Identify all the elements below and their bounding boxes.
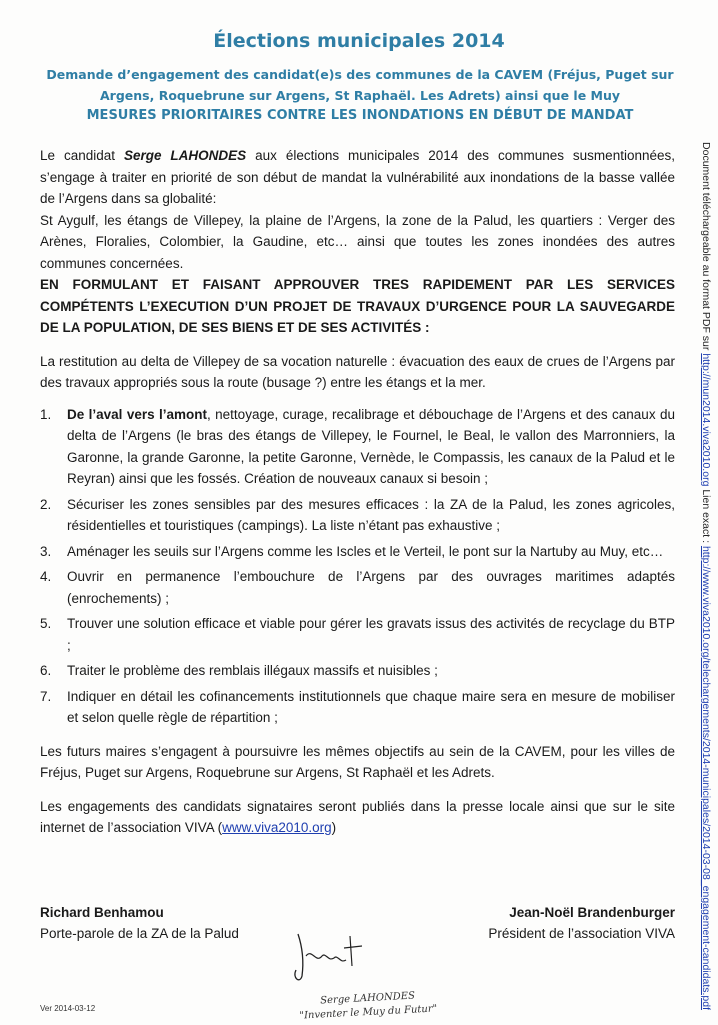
item-text: Sécuriser les zones sensibles par des mesures efficaces : la ZA de la Palud, les zones agricoles, résidentielles et touristiques (campings). La liste n’étant pas exhaustive ; — [67, 496, 675, 533]
intro-rest: aux élections municipales 2014 des communes susmentionnées, s’engage à traiter en priorité de son début de mandat la vulnérabilité aux inondations de la basse vallée de l’Argens dans sa globalité: — [40, 148, 675, 206]
list-item — [40, 566, 675, 609]
delta-paragraph: La restitution au delta de Villepey de sa vocation naturelle : évacuation des eaux de crues de l’Argens par des travaux appropriés sous la route (busage ?) entre les étangs et la mer. — [40, 353, 675, 390]
item-number: 7. — [40, 688, 52, 704]
item-text: Indiquer en détail les cofinancements institutionnels que chaque maire sera en mesure de mobiliser et selon quelle règle de répartition ; — [67, 688, 675, 725]
list-item — [40, 686, 675, 729]
document-body — [40, 145, 675, 839]
item-text: Traiter le problème des remblais illégaux massifs et nuisibles ; — [67, 663, 438, 678]
item-text: , nettoyage, curage, recalibrage et débouchage de l’Argens et des canaux du delta de l’Argens (le bras des étangs de Villepey, le Fournel, le Beal, le vallon des Marronniers, la Garonne, la grande Garonne, la petite Garonne, Vernède, le Compassis, les canaux de la Palud et le Reyran) ainsi que les fossés. Création de nouveaux canaux si besoin ; — [67, 406, 675, 486]
project-paragraph: EN FORMULANT ET FAISANT APPROUVER TRES RAPIDEMENT PAR LES SERVICES COMPÉTENTS L’EXECUTION D’UN PROJET DE TRAVAUX D’URGENCE POUR LA SAUVEGARDE DE LA POPULATION, DE SES BIENS ET DE SES ACTIVITÉS : — [40, 277, 675, 335]
version-label: Ver 2014-03-12 — [40, 1004, 96, 1013]
intro-paragraph — [40, 145, 675, 210]
item-text: Aménager les seuils sur l’Argens comme les Iscles et le Verteil, le pont sur la Nartuby au Muy, etc… — [67, 543, 664, 559]
document-heading: MESURES PRIORITAIRES CONTRE LES INONDATIONS EN DÉBUT DE MANDAT — [86, 108, 634, 123]
item-number: 2. — [40, 496, 52, 512]
cavem-paragraph: Les futurs maires s’engagent à poursuivre les mêmes objectifs au sein de la CAVEM, pour les villes de Fréjus, Puget sur Argens, Roquebrune sur Argens, St Raphaël et les Adrets. — [40, 743, 675, 780]
publication-close: ) — [331, 820, 337, 835]
subtitle-line-1: Demande d’engagement des candidat(e)s des communes de la CAVEM (Fréjus, Puget sur — [46, 67, 674, 82]
list-item — [40, 660, 675, 682]
signatory-right-role: Président de l’association VIVA — [488, 926, 675, 941]
zones-paragraph: St Aygulf, les étangs de Villepey, la plaine de l’Argens, la zone de la Palud, les quartiers : Verger des Arènes, Floralies, Colombier, la Gaudine, etc… ainsi que toutes les zones inondées des autres communes concernées. — [40, 212, 675, 271]
item-lead: De l’aval vers l’amont — [67, 406, 208, 422]
item-text: Ouvrir en permanence l’embouchure de l’Argens par des ouvrages maritimes adaptés (enrochements) ; — [67, 569, 675, 606]
signatory-left — [40, 902, 239, 944]
candidate-name: Serge LAHONDES — [123, 148, 247, 163]
list-item — [40, 494, 675, 537]
item-text: Trouver une solution efficace et viable pour gérer les gravats issus des activités de recyclage du BTP ; — [67, 616, 675, 653]
handwritten-name: Serge LAHONDES — [320, 990, 416, 1007]
item-number: 4. — [40, 569, 52, 584]
signatory-right-name: Jean-Noël Brandenburger — [509, 905, 675, 920]
viva-website-link[interactable]: www.viva2010.org — [222, 820, 332, 835]
subtitle-line-2: Argens, Roquebrune sur Argens, St Raphaël. Les Adrets) ainsi que le Muy — [99, 88, 621, 103]
item-number: 1. — [40, 406, 52, 422]
document-title: Élections municipales 2014 — [213, 30, 505, 52]
long-url-link[interactable]: http://www.viva2010.org/telechargements/2014-municipales/2014-03-08_engagement-candidats.pdf — [700, 545, 712, 1010]
publication-text: Les engagements des candidats signataires seront publiés dans la presse locale ainsi que sur le site internet de l’association VIVA ( — [40, 798, 675, 835]
item-number: 5. — [40, 616, 52, 631]
list-item — [40, 613, 675, 656]
document-subtitle — [40, 64, 680, 106]
list-item — [40, 404, 675, 490]
short-url-link[interactable]: http://mun2014.viva2010.org — [700, 353, 712, 487]
side-note-middle: Lien exact : — [700, 489, 712, 544]
measures-list — [40, 404, 675, 729]
side-download-note — [696, 30, 712, 1010]
signatory-left-name: Richard Benhamou — [40, 905, 164, 920]
signatory-left-role: Porte-parole de la ZA de la Palud — [40, 926, 239, 941]
signatory-right — [488, 902, 675, 944]
list-item — [40, 541, 675, 563]
publication-paragraph — [40, 796, 675, 839]
intro-prefix: Le candidat — [40, 148, 115, 163]
handwritten-slogan: "Inventer le Muy du Futur" — [299, 1003, 438, 1022]
handwritten-note — [267, 987, 468, 1025]
item-number: 6. — [40, 663, 52, 678]
side-note-prefix: Document téléchargeable au format PDF sur — [700, 142, 712, 351]
item-number: 3. — [40, 543, 52, 559]
handwritten-signature — [288, 926, 378, 986]
